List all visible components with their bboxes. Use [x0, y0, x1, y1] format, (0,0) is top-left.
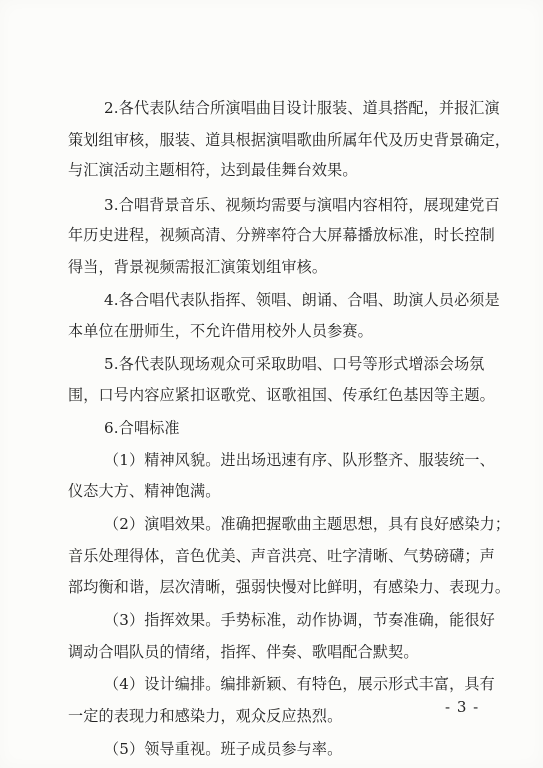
criterion-3-line-1: （3）指挥效果。手势标准，动作协调，节奏准确，能很好 [104, 611, 495, 629]
paragraph-3-line-3: 得当，背景视频需报汇演策划组审核。 [68, 258, 328, 276]
criterion-1-line-1: （1）精神风貌。进出场迅速有序、队形整齐、服装统一、 [104, 451, 495, 469]
criterion-3-line-2: 调动合唱队员的情绪，指挥、伴奏、歌唱配合默契。 [68, 643, 419, 661]
section-6-heading: 6.合唱标准 [104, 419, 180, 437]
paragraph-2-line-3: 与汇演活动主题相符，达到最佳舞台效果。 [68, 161, 358, 179]
criterion-1-line-2: 仪态大方、精神饱满。 [68, 482, 221, 500]
paragraph-4-line-2: 本单位在册师生，不允许借用校外人员参赛。 [68, 322, 373, 340]
paragraph-3-line-2: 年历史进程，视频高清、分辨率符合大屏幕播放标准，时长控制 [68, 226, 495, 244]
paragraph-5-line-2: 围，口号内容应紧扣讴歌党、讴歌祖国、传承红色基因等主题。 [68, 386, 495, 404]
criterion-2-line-1: （2）演唱效果。准确把握歌曲主题思想，具有良好感染力； [104, 515, 511, 533]
paragraph-2-line-2: 策划组审核，服装、道具根据演唱歌曲所属年代及历史背景确定， [68, 131, 511, 149]
paragraph-3-line-1: 3.合唱背景音乐、视频均需要与演唱内容相符，展现建党百 [104, 196, 500, 214]
paragraph-2-line-1: 2.各代表队结合所演唱曲目设计服装、道具搭配，并报汇演 [104, 99, 500, 117]
paragraph-5-line-1: 5.各代表队现场观众可采取助唱、口号等形式增添会场氛 [104, 355, 485, 373]
criterion-4-line-1: （4）设计编排。编排新颖、有特色，展示形式丰富，具有 [104, 675, 495, 693]
page-number: - 3 - [445, 698, 480, 716]
paragraph-4-line-1: 4.各合唱代表队指挥、领唱、朗诵、合唱、助演人员必须是 [104, 291, 500, 309]
criterion-5-line-1: （5）领导重视。班子成员参与率。 [104, 740, 343, 758]
criterion-2-line-3: 部均衡和谐，层次清晰，强弱快慢对比鲜明，有感染力、表现力。 [68, 578, 511, 596]
criterion-2-line-2: 音乐处理得体，音色优美、声音洪亮、吐字清晰、气势磅礴；声 [68, 547, 495, 565]
criterion-4-line-2: 一定的表现力和感染力，观众反应热烈。 [68, 707, 343, 725]
